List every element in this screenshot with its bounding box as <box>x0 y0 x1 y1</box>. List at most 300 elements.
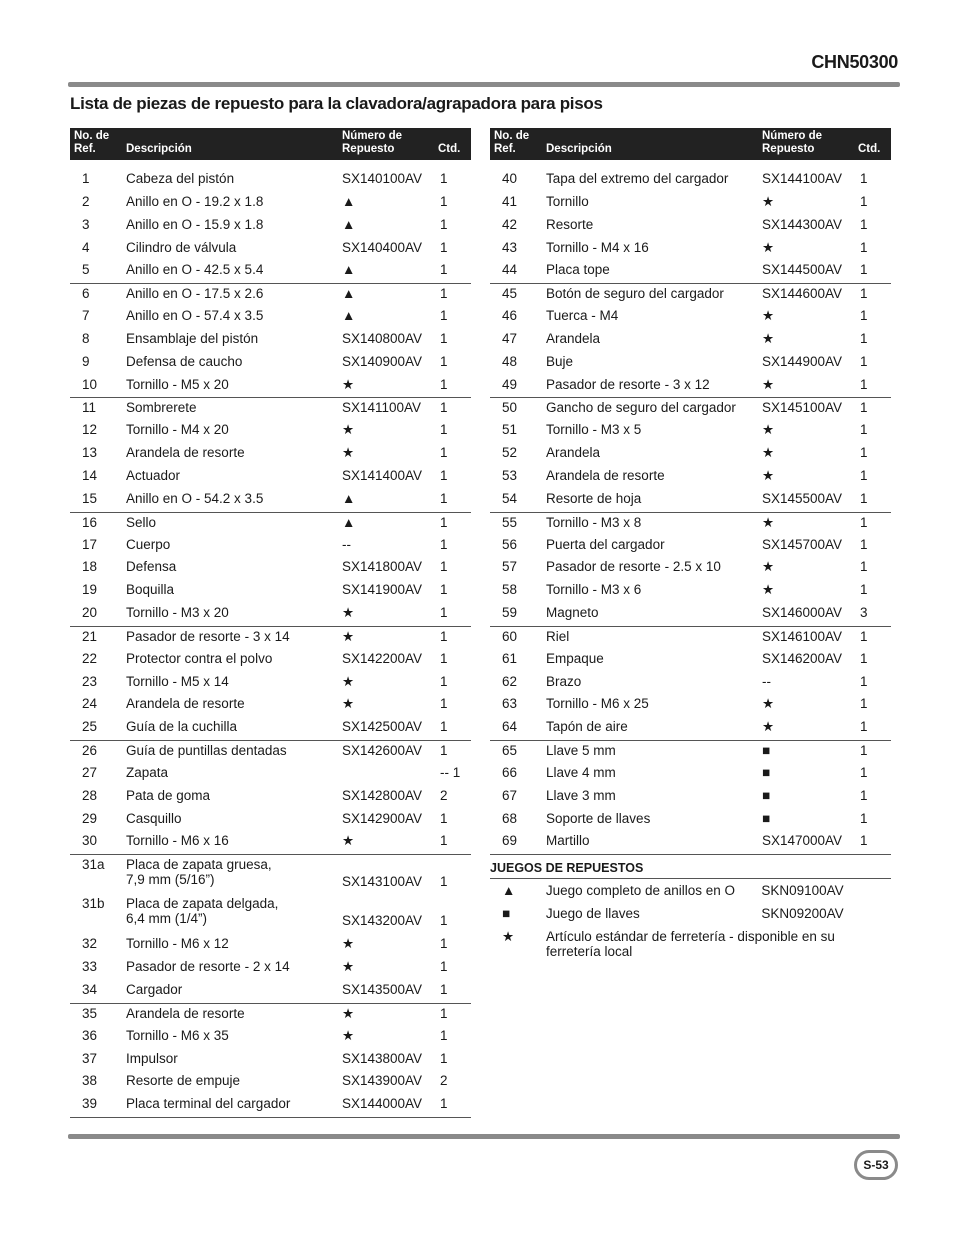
part-number-cell: SX141800AV <box>342 559 423 575</box>
qty-cell: 1 <box>440 171 448 186</box>
kit-row <box>490 902 891 925</box>
table-row <box>490 215 891 238</box>
ref-cell: 13 <box>82 445 98 461</box>
description-cell: Arandela de resorte <box>126 445 245 461</box>
table-row <box>70 1071 471 1094</box>
description-cell: Tuerca - M4 <box>546 308 619 324</box>
description-cell: Anillo en O - 15.9 x 1.8 <box>126 216 264 232</box>
qty-cell: 1 <box>860 193 868 209</box>
part-number-cell: SX143900AV <box>342 1073 423 1089</box>
ref-cell: 18 <box>82 559 98 575</box>
qty-cell: 1 <box>860 353 868 369</box>
description-cell: Tornillo <box>546 193 589 209</box>
part-number-cell: SX143100AV <box>342 874 423 890</box>
table-row <box>490 306 891 329</box>
description-cell: Tornillo - M3 x 20 <box>126 605 229 621</box>
qty-cell: 1 <box>440 582 448 598</box>
part-number-cell: SX145100AV <box>762 400 843 416</box>
part-number-cell: ★ <box>762 559 775 575</box>
table-row <box>70 512 471 535</box>
ref-cell: 57 <box>502 559 518 575</box>
ref-cell: 58 <box>502 582 518 598</box>
table-row <box>70 489 471 512</box>
qty-cell: 1 <box>860 330 868 346</box>
qty-cell: 1 <box>860 559 868 575</box>
table-row <box>70 786 471 809</box>
table-row <box>70 238 471 261</box>
part-number-cell: ★ <box>762 193 775 209</box>
table-row <box>70 626 471 649</box>
part-number-cell: SX147000AV <box>762 833 843 849</box>
qty-cell: 1 <box>440 605 448 621</box>
qty-cell: 1 <box>860 673 868 689</box>
part-number-cell: ★ <box>762 696 775 712</box>
qty-cell: 1 <box>440 959 448 975</box>
table-row <box>490 831 891 854</box>
ref-cell: 17 <box>82 536 98 552</box>
qty-cell: 1 <box>860 467 868 483</box>
square-icon: ■ <box>502 906 511 922</box>
qty-cell: 1 <box>440 490 448 506</box>
description-cell: Resorte <box>546 216 594 232</box>
kits-list <box>490 879 891 925</box>
qty-cell: 1 <box>860 582 868 598</box>
part-number-cell: SX146200AV <box>762 650 843 666</box>
part-number-cell: ★ <box>342 936 355 952</box>
description-cell: Llave 5 mm <box>546 743 616 759</box>
table-row <box>70 329 471 352</box>
description-cell: Anillo en O - 17.5 x 2.6 <box>126 286 264 302</box>
table-row <box>70 763 471 786</box>
qty-cell: 1 <box>860 833 868 849</box>
ref-cell: 47 <box>502 330 518 346</box>
ref-cell: 62 <box>502 673 518 689</box>
table-row <box>490 238 891 261</box>
ref-cell: 52 <box>502 445 518 461</box>
qty-cell: 1 <box>440 467 448 483</box>
description-cell: Cilindro de válvula <box>126 239 237 255</box>
part-number-cell: ★ <box>762 376 775 392</box>
ref-cell: 32 <box>82 936 98 952</box>
qty-cell: 1 <box>440 874 448 890</box>
ref-cell: 59 <box>502 605 518 621</box>
description-cell: Tornillo - M6 x 16 <box>126 833 229 849</box>
table-row <box>490 557 891 580</box>
description-cell: Gancho de seguro del cargador <box>546 400 736 416</box>
table-row <box>70 1049 471 1072</box>
ref-cell: 31b <box>82 896 105 912</box>
description-cell: Martillo <box>546 833 590 849</box>
description-cell: Pasador de resorte - 3 x 12 <box>546 376 710 392</box>
ref-cell: 9 <box>82 353 90 369</box>
description-cell: Cargador <box>126 982 183 997</box>
table-row <box>70 831 471 854</box>
part-number-cell: SX140400AV <box>342 239 423 255</box>
ref-cell: 43 <box>502 239 518 255</box>
ref-cell: 64 <box>502 719 518 735</box>
part-number-cell: SX142600AV <box>342 743 423 759</box>
description-cell: Tornillo - M6 x 25 <box>546 696 649 712</box>
hardware-note-text: Artículo estándar de ferretería - disponible en su ferretería local <box>546 929 835 959</box>
qty-cell: 3 <box>860 605 868 621</box>
header-description: Descripción <box>126 143 192 155</box>
description-cell: Anillo en O - 42.5 x 5.4 <box>126 262 264 278</box>
table-row <box>70 694 471 717</box>
table-bottom-line <box>70 1117 471 1118</box>
ref-cell: 56 <box>502 536 518 552</box>
part-number-cell: SX142500AV <box>342 719 423 735</box>
qty-cell: 1 <box>440 422 448 438</box>
description-cell: Resorte de hoja <box>546 490 642 506</box>
star-icon: ★ <box>502 929 515 944</box>
description-cell: Tapón de aire <box>546 719 628 735</box>
qty-cell: 1 <box>860 171 868 186</box>
qty-cell: 1 <box>440 353 448 369</box>
description-cell: Pasador de resorte - 2.5 x 10 <box>546 559 721 575</box>
ref-cell: 42 <box>502 216 518 232</box>
qty-cell: 1 <box>440 719 448 735</box>
description-cell: Tornillo - M5 x 20 <box>126 376 229 392</box>
qty-cell: 1 <box>440 262 448 278</box>
table-row <box>490 443 891 466</box>
description-cell: Defensa <box>126 559 177 575</box>
table-row <box>490 717 891 740</box>
ref-cell: 41 <box>502 193 518 209</box>
qty-cell: 1 <box>440 286 448 302</box>
part-number-cell: SX144100AV <box>762 171 843 186</box>
part-number-cell: SX144600AV <box>762 286 843 302</box>
qty-cell: 1 <box>860 719 868 735</box>
part-number-cell: ★ <box>342 422 355 438</box>
part-number-cell: -- <box>342 536 351 552</box>
table-header-right <box>490 128 891 160</box>
ref-cell: 68 <box>502 810 518 826</box>
part-number-cell: SX140100AV <box>342 171 423 186</box>
ref-cell: 20 <box>82 605 98 621</box>
description-cell: Pasador de resorte - 2 x 14 <box>126 959 290 975</box>
ref-cell: 45 <box>502 286 518 302</box>
kit-part-number: SKN09200AV <box>761 906 844 922</box>
part-number-cell: ★ <box>762 239 775 255</box>
qty-cell: 1 <box>440 1005 448 1021</box>
qty-cell: 1 <box>440 400 448 416</box>
ref-cell: 60 <box>502 628 518 644</box>
table-row <box>70 283 471 306</box>
part-number-cell: ★ <box>762 467 775 483</box>
description-cell: Tornillo - M6 x 12 <box>126 936 229 952</box>
description-cell: Guía de puntillas dentadas <box>126 743 287 759</box>
qty-cell: 1 <box>440 913 448 929</box>
ref-cell: 55 <box>502 514 518 530</box>
description-cell: Placa tope <box>546 262 610 278</box>
ref-cell: 26 <box>82 743 98 759</box>
description-cell: Llave 4 mm <box>546 764 616 780</box>
ref-cell: 19 <box>82 582 98 598</box>
part-number-cell: SX144500AV <box>762 262 843 278</box>
description-cell: Arandela de resorte <box>546 467 665 483</box>
header-description: Descripción <box>546 143 612 155</box>
triangle-icon: ▲ <box>502 883 516 899</box>
part-number-cell: ★ <box>342 833 355 849</box>
table-row <box>70 934 471 957</box>
header-qty: Ctd. <box>438 143 461 155</box>
description-cell: Magneto <box>546 605 599 621</box>
table-row <box>70 1094 471 1117</box>
kit-row <box>490 879 891 902</box>
description-cell: Zapata <box>126 764 169 780</box>
ref-cell: 44 <box>502 262 518 278</box>
ref-cell: 67 <box>502 787 518 803</box>
table-row <box>70 420 471 443</box>
ref-cell: 4 <box>82 239 90 255</box>
header-ref: No. de Ref. <box>494 130 530 155</box>
qty-cell: 1 <box>860 445 868 461</box>
description-cell: Defensa de caucho <box>126 353 243 369</box>
description-cell: Arandela <box>546 330 601 346</box>
table-row <box>490 649 891 672</box>
ref-cell: 65 <box>502 743 518 759</box>
part-number-cell: SX144000AV <box>342 1096 423 1112</box>
ref-cell: 37 <box>82 1050 98 1066</box>
ref-cell: 50 <box>502 400 518 416</box>
part-number-cell: SX143200AV <box>342 913 423 929</box>
part-number-cell: SX142800AV <box>342 787 423 803</box>
ref-cell: 8 <box>82 330 90 346</box>
description-cell: Impulsor <box>126 1050 178 1066</box>
qty-cell: 1 <box>440 308 448 324</box>
description-cell: Cuerpo <box>126 536 171 552</box>
table-row <box>70 1003 471 1026</box>
description-cell: Sombrerete <box>126 400 197 416</box>
part-number-cell: ★ <box>762 582 775 598</box>
ref-cell: 46 <box>502 308 518 324</box>
table-row <box>490 694 891 717</box>
description-cell: Placa de zapata gruesa, 7,9 mm (5/16”) <box>126 857 272 888</box>
qty-cell: 1 <box>860 286 868 302</box>
part-number-cell: ★ <box>342 628 355 644</box>
description-cell: Tornillo - M3 x 8 <box>546 514 642 530</box>
table-row <box>490 375 891 398</box>
qty-cell: 1 <box>440 376 448 392</box>
ref-cell: 63 <box>502 696 518 712</box>
description-cell: Sello <box>126 514 157 530</box>
part-number-cell: ▲ <box>342 490 356 506</box>
part-number-cell: SX145700AV <box>762 536 843 552</box>
table-bottom-line <box>490 854 891 855</box>
ref-cell: 10 <box>82 376 98 392</box>
part-number-cell: SX142900AV <box>342 810 423 826</box>
qty-cell: 1 <box>860 514 868 530</box>
ref-cell: 54 <box>502 490 518 506</box>
kits-heading: JUEGOS DE REPUESTOS <box>490 857 891 879</box>
part-number-cell: SX141900AV <box>342 582 423 598</box>
description-cell: Tornillo - M3 x 5 <box>546 422 642 438</box>
part-number-cell: SX144900AV <box>762 353 843 369</box>
description-cell: Guía de la cuchilla <box>126 719 238 735</box>
table-row <box>490 420 891 443</box>
description-cell: Arandela de resorte <box>126 1005 245 1021</box>
header-part-number: Número de Repuesto <box>762 130 823 155</box>
part-number-cell: -- <box>762 673 771 689</box>
qty-cell: 2 <box>440 787 448 803</box>
hardware-note <box>490 925 891 959</box>
part-number-cell: SX143500AV <box>342 982 423 997</box>
description-cell: Pata de goma <box>126 787 211 803</box>
part-number-cell: ▲ <box>342 286 356 302</box>
part-number-cell: ★ <box>762 719 775 735</box>
description-cell: Pasador de resorte - 3 x 14 <box>126 628 290 644</box>
ref-cell: 12 <box>82 422 98 438</box>
part-number-cell: SX146000AV <box>762 605 843 621</box>
table-row <box>490 329 891 352</box>
page-title: Lista de piezas de repuesto para la clavadora/agrapadora para pisos <box>70 94 603 113</box>
part-number-cell: SX140900AV <box>342 353 423 369</box>
ref-cell: 3 <box>82 216 90 232</box>
part-number-cell: ★ <box>762 422 775 438</box>
description-cell: Protector contra el polvo <box>126 650 273 666</box>
table-row <box>490 809 891 832</box>
part-number-cell: SX141400AV <box>342 467 423 483</box>
kit-description: Juego completo de anillos en O <box>545 883 736 899</box>
qty-cell: 1 <box>440 536 448 552</box>
ref-cell: 35 <box>82 1005 98 1021</box>
part-number-cell: ■ <box>762 743 771 759</box>
ref-cell: 53 <box>502 467 518 483</box>
table-row <box>70 352 471 375</box>
ref-cell: 49 <box>502 376 518 392</box>
ref-cell: 29 <box>82 810 98 826</box>
qty-cell: 1 <box>440 833 448 849</box>
table-row <box>490 672 891 695</box>
table-row <box>490 169 891 192</box>
qty-cell: 1 <box>860 490 868 506</box>
description-cell: Tornillo - M6 x 35 <box>126 1027 229 1043</box>
table-body-left <box>70 169 471 1117</box>
table-row <box>70 557 471 580</box>
table-row <box>490 763 891 786</box>
qty-cell: 1 <box>860 308 868 324</box>
qty-cell: 1 <box>860 422 868 438</box>
description-cell: Tornillo - M4 x 20 <box>126 422 229 438</box>
part-number-cell: ▲ <box>342 308 356 324</box>
description-cell: Resorte de empuje <box>126 1073 241 1089</box>
table-row <box>490 466 891 489</box>
ref-cell: 24 <box>82 696 98 712</box>
table-row <box>490 786 891 809</box>
description-cell: Placa de zapata delgada, 6,4 mm (1/4”) <box>126 896 279 927</box>
part-number-cell: SX142200AV <box>342 650 423 666</box>
table-row <box>70 603 471 626</box>
qty-cell: 1 <box>860 764 868 780</box>
top-divider <box>68 82 900 87</box>
table-row <box>70 375 471 398</box>
kit-description: Juego de llaves <box>545 906 640 922</box>
part-number-cell: ★ <box>342 673 355 689</box>
qty-cell: 1 <box>860 536 868 552</box>
description-cell: Arandela de resorte <box>126 696 245 712</box>
part-number-cell: ★ <box>342 445 355 461</box>
ref-cell: 15 <box>82 490 98 506</box>
part-number-cell: SX145500AV <box>762 490 843 506</box>
table-row <box>70 649 471 672</box>
part-number-cell: SX140800AV <box>342 330 423 346</box>
table-row <box>70 466 471 489</box>
table-row <box>70 306 471 329</box>
qty-cell: 1 <box>860 743 868 759</box>
description-cell: Anillo en O - 57.4 x 3.5 <box>126 308 264 324</box>
qty-cell: 1 <box>440 193 448 209</box>
qty-cell: 1 <box>440 743 448 759</box>
ref-cell: 28 <box>82 787 98 803</box>
header-part-number: Número de Repuesto <box>342 130 403 155</box>
ref-cell: 33 <box>82 959 98 975</box>
qty-cell: 2 <box>440 1073 448 1089</box>
table-row <box>70 535 471 558</box>
parts-table-right <box>490 128 891 959</box>
table-row <box>70 809 471 832</box>
part-number-cell: ■ <box>762 764 771 780</box>
qty-cell: 1 <box>860 376 868 392</box>
ref-cell: 48 <box>502 353 518 369</box>
table-row <box>70 957 471 980</box>
ref-cell: 51 <box>502 422 518 438</box>
qty-cell: 1 <box>860 262 868 278</box>
ref-cell: 25 <box>82 719 98 735</box>
table-row <box>70 1026 471 1049</box>
description-cell: Puerta del cargador <box>546 536 665 552</box>
table-row <box>490 283 891 306</box>
description-cell: Casquillo <box>126 810 182 826</box>
qty-cell: 1 <box>440 1027 448 1043</box>
part-number-cell: ▲ <box>342 514 356 530</box>
ref-cell: 22 <box>82 650 98 666</box>
table-row <box>70 717 471 740</box>
qty-cell: 1 <box>860 787 868 803</box>
description-cell: Ensamblaje del pistón <box>126 330 259 346</box>
table-row <box>70 443 471 466</box>
ref-cell: 39 <box>82 1096 98 1112</box>
qty-cell: 1 <box>860 216 868 232</box>
description-cell: Buje <box>546 353 574 369</box>
description-cell: Empaque <box>546 650 604 666</box>
table-row <box>490 192 891 215</box>
qty-cell: 1 <box>860 696 868 712</box>
ref-cell: 36 <box>82 1027 98 1043</box>
part-number-cell: SX144300AV <box>762 216 843 232</box>
ref-cell: 66 <box>502 764 518 780</box>
description-cell: Tornillo - M5 x 14 <box>126 673 229 689</box>
description-cell: Actuador <box>126 467 181 483</box>
table-row <box>70 215 471 238</box>
table-row <box>70 260 471 283</box>
kit-part-number: SKN09100AV <box>761 883 844 899</box>
qty-cell: 1 <box>860 650 868 666</box>
ref-cell: 69 <box>502 833 518 849</box>
page-number-badge: S-53 <box>854 1150 898 1180</box>
qty-cell: 1 <box>440 673 448 689</box>
ref-cell: 21 <box>82 628 98 644</box>
header-qty: Ctd. <box>858 143 881 155</box>
description-cell: Tapa del extremo del cargador <box>546 171 729 186</box>
part-number-cell: ★ <box>762 445 775 461</box>
qty-cell: 1 <box>440 514 448 530</box>
qty-cell: 1 <box>440 216 448 232</box>
part-number-cell: ▲ <box>342 216 356 232</box>
model-number: CHN50300 <box>811 52 898 72</box>
qty-cell: 1 <box>440 696 448 712</box>
description-cell: Arandela <box>546 445 601 461</box>
qty-cell: 1 <box>860 239 868 255</box>
